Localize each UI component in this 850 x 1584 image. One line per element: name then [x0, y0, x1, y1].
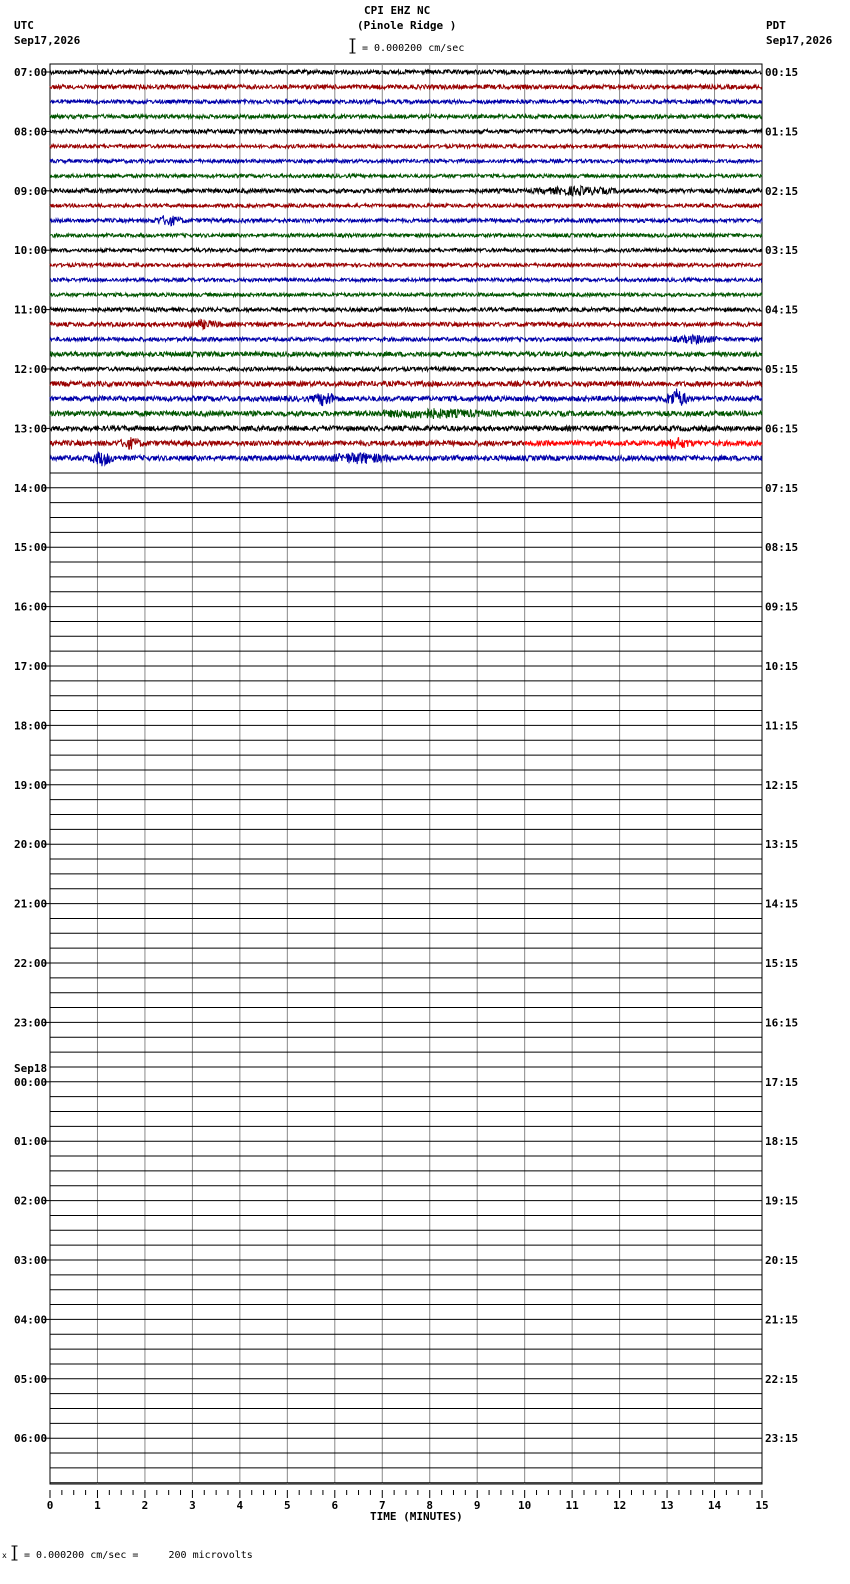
seismic-trace — [50, 426, 762, 431]
pdt-hour-label: 07:15 — [765, 481, 799, 495]
utc-hour-label: 18:00 — [14, 719, 48, 733]
utc-hour-label: 00:00 — [14, 1075, 48, 1089]
pdt-hour-label: 05:15 — [765, 363, 799, 376]
pdt-hour-label: 08:15 — [765, 541, 799, 555]
footer-marker: x — [2, 1551, 7, 1560]
x-tick-label: 13 — [660, 1499, 674, 1512]
seismic-trace — [50, 381, 762, 386]
seismic-trace — [50, 293, 762, 297]
utc-hour-label: 14:00 — [14, 481, 48, 495]
utc-hour-label: 05:00 — [14, 1372, 48, 1386]
utc-hour-label: 03:00 — [14, 1254, 48, 1267]
x-tick-label: 8 — [426, 1499, 434, 1512]
utc-hour-label: 07:00 — [14, 66, 48, 79]
utc-hour-label: 22:00 — [14, 957, 48, 970]
utc-hour-label: 20:00 — [14, 838, 48, 852]
seismic-trace — [50, 85, 762, 89]
pdt-hour-label: 10:15 — [765, 660, 799, 673]
x-tick-label: 7 — [378, 1499, 386, 1512]
utc-hour-label: 06:00 — [14, 1432, 48, 1446]
pdt-hour-label: 06:15 — [765, 422, 799, 436]
seismic-trace — [50, 308, 762, 312]
seismic-trace — [50, 129, 762, 133]
left-date: Sep17,2026 — [14, 34, 81, 47]
pdt-hour-label: 01:15 — [765, 125, 799, 139]
utc-hour-label: 13:00 — [14, 422, 48, 436]
utc-hour-label: 21:00 — [14, 897, 48, 911]
utc-hour-label: 02:00 — [14, 1194, 48, 1208]
seismic-trace — [50, 115, 762, 119]
utc-hour-label: 01:00 — [14, 1135, 48, 1149]
pdt-hour-label: 02:15 — [765, 184, 799, 198]
seismic-trace — [50, 248, 762, 252]
x-tick-label: 14 — [707, 1499, 722, 1512]
utc-hour-label: 10:00 — [14, 244, 48, 258]
seismic-trace — [50, 263, 762, 267]
pdt-hour-label: 00:15 — [765, 66, 799, 79]
pdt-hour-label: 16:15 — [765, 1016, 799, 1030]
pdt-hour-label: 09:15 — [765, 600, 799, 614]
pdt-hour-label: 04:15 — [765, 303, 799, 317]
x-tick-label: 0 — [46, 1499, 54, 1512]
seismic-trace — [50, 352, 762, 357]
right-timezone: PDT — [766, 19, 786, 32]
x-tick-label: 10 — [518, 1499, 532, 1512]
seismic-trace — [50, 320, 762, 330]
x-tick-label: 6 — [331, 1499, 339, 1512]
x-tick-label: 11 — [565, 1499, 579, 1512]
seismic-trace — [50, 159, 762, 163]
x-tick-label: 15 — [755, 1499, 769, 1512]
pdt-hour-label: 14:15 — [765, 897, 799, 911]
utc-hour-label: 08:00 — [14, 125, 48, 139]
pdt-hour-label: 15:15 — [765, 957, 799, 970]
plot-frame — [50, 64, 762, 1484]
x-tick-label: 4 — [236, 1499, 244, 1512]
pdt-hour-label: 11:15 — [765, 719, 799, 733]
x-tick-label: 2 — [141, 1499, 149, 1512]
pdt-hour-label: 22:15 — [765, 1372, 799, 1386]
utc-hour-label: 11:00 — [14, 303, 48, 317]
right-date: Sep17,2026 — [766, 34, 833, 47]
footer-scale-note: = 0.000200 cm/sec = 200 microvolts — [24, 1550, 253, 1561]
seismic-trace — [50, 186, 762, 196]
seismic-trace — [50, 145, 762, 149]
utc-hour-label: 15:00 — [14, 541, 48, 555]
seismic-trace — [50, 452, 762, 467]
utc-hour-label: 19:00 — [14, 778, 48, 792]
seismic-trace — [50, 408, 762, 419]
seismic-trace — [50, 70, 762, 74]
seismic-trace — [50, 100, 762, 104]
date-change-label: Sep18 — [14, 1061, 48, 1075]
pdt-hour-label: 19:15 — [765, 1194, 799, 1208]
utc-hour-label: 12:00 — [14, 363, 48, 376]
left-timezone: UTC — [14, 19, 34, 32]
station-location: (Pinole Ridge ) — [357, 19, 457, 32]
pdt-hour-label: 23:15 — [765, 1432, 799, 1446]
seismic-trace — [50, 216, 762, 226]
seismic-trace — [50, 234, 762, 238]
utc-hour-label: 04:00 — [14, 1313, 48, 1327]
x-tick-label: 1 — [94, 1499, 101, 1512]
x-tick-label: 5 — [284, 1499, 291, 1512]
pdt-hour-label: 03:15 — [765, 244, 799, 258]
pdt-hour-label: 18:15 — [765, 1135, 799, 1149]
seismic-trace — [50, 278, 762, 282]
seismic-trace — [50, 389, 762, 407]
pdt-hour-label: 20:15 — [765, 1254, 799, 1267]
seismic-trace — [50, 174, 762, 178]
utc-hour-label: 09:00 — [14, 184, 48, 198]
pdt-hour-label: 13:15 — [765, 838, 799, 852]
x-axis-label: TIME (MINUTES) — [370, 1510, 463, 1523]
seismic-trace — [50, 335, 762, 344]
seismic-trace — [50, 367, 762, 371]
x-tick-label: 12 — [612, 1499, 627, 1512]
utc-hour-label: 17:00 — [14, 660, 48, 673]
pdt-hour-label: 12:15 — [765, 778, 799, 792]
seismic-trace-highlight — [525, 438, 762, 450]
utc-hour-label: 23:00 — [14, 1016, 48, 1030]
footer-scale-bar-icon — [11, 1545, 18, 1561]
utc-hour-label: 16:00 — [14, 600, 48, 614]
seismic-trace — [50, 204, 762, 208]
pdt-hour-label: 17:15 — [765, 1075, 799, 1089]
x-tick-label: 3 — [189, 1499, 196, 1512]
station-title: CPI EHZ NC — [364, 4, 431, 17]
pdt-hour-label: 21:15 — [765, 1313, 799, 1327]
x-tick-label: 9 — [473, 1499, 481, 1512]
scale-label: = 0.000200 cm/sec — [362, 43, 465, 54]
